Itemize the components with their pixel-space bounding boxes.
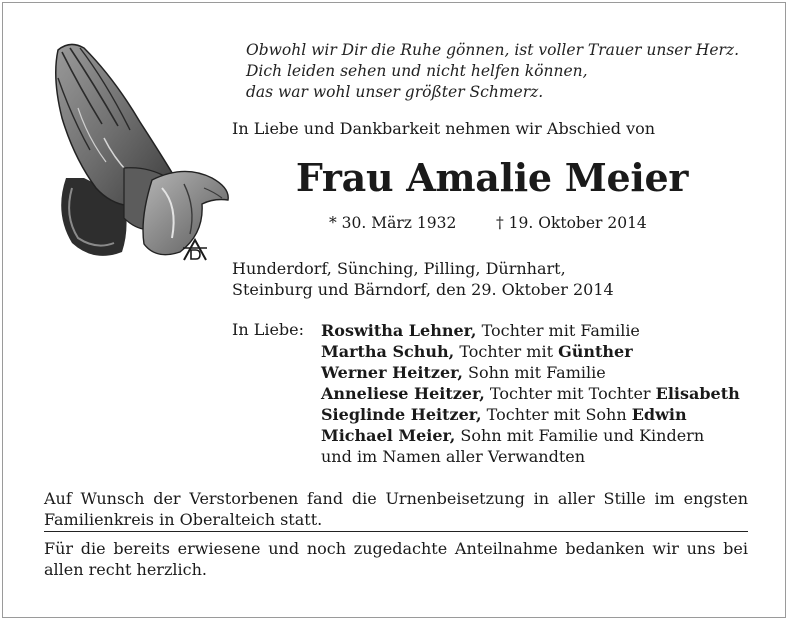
- monogram-icon: [182, 238, 208, 262]
- mourner-extra: Elisabeth: [655, 384, 740, 403]
- poem: [246, 40, 739, 103]
- mourner-relation: Sohn mit Familie: [462, 363, 606, 382]
- mourner-relation: Tochter mit Sohn: [481, 405, 632, 424]
- birth-date: * 30. März 1932: [329, 214, 457, 232]
- place-line: Hunderdorf, Sünching, Pilling, Dürnhart,: [232, 259, 566, 278]
- thanks-paragraph: Für die bereits erwiesene und noch zugedachte Anteilnahme bedanken wir uns bei allen recht herzlich.: [44, 539, 748, 579]
- mourner-relation: Tochter mit: [454, 342, 559, 361]
- mourner-relation: Tochter mit Tochter: [484, 384, 656, 403]
- intro-text: In Liebe und Dankbarkeit nehmen wir Abschied von: [232, 119, 656, 138]
- mourner-name: Anneliese Heitzer,: [321, 384, 485, 403]
- praying-hands-icon: [44, 38, 234, 270]
- list-item: [321, 425, 740, 446]
- list-item: [321, 320, 740, 341]
- mourner-name: Sieglinde Heitzer,: [321, 405, 482, 424]
- mourners-label: In Liebe:: [232, 320, 305, 339]
- place-date: [232, 258, 614, 300]
- mourner-relation: Sohn mit Familie und Kindern: [455, 426, 705, 445]
- mourner-name: Michael Meier,: [321, 426, 456, 445]
- mourner-name: Martha Schuh,: [321, 342, 455, 361]
- place-line: Steinburg und Bärndorf, den 29. Oktober 2014: [232, 280, 614, 299]
- death-date: † 19. Oktober 2014: [496, 214, 647, 232]
- mourner-extra: Günther: [558, 342, 633, 361]
- list-item: [321, 404, 740, 425]
- list-item: [321, 362, 740, 383]
- divider: [44, 531, 748, 532]
- mourners-list: [321, 320, 740, 467]
- list-item: [321, 383, 740, 404]
- mourner-extra: Edwin: [631, 405, 687, 424]
- urn-paragraph: Auf Wunsch der Verstorbenen fand die Urnenbeisetzung in aller Stille im engsten Familienkreis in Oberalteich statt.: [44, 489, 748, 529]
- poem-line: Obwohl wir Dir die Ruhe gönnen, ist voller Trauer unser Herz.: [246, 41, 740, 59]
- deceased-name: Frau Amalie Meier: [295, 155, 689, 200]
- mourner-name: Roswitha Lehner,: [321, 321, 477, 340]
- poem-line: Dich leiden sehen und nicht helfen können,: [246, 62, 588, 80]
- mourners-closing: und im Namen aller Verwandten: [321, 447, 586, 466]
- mourner-relation: Tochter mit Familie: [476, 321, 640, 340]
- mourner-name: Werner Heitzer,: [321, 363, 463, 382]
- list-item: [321, 341, 740, 362]
- poem-line: das war wohl unser größter Schmerz.: [246, 83, 544, 101]
